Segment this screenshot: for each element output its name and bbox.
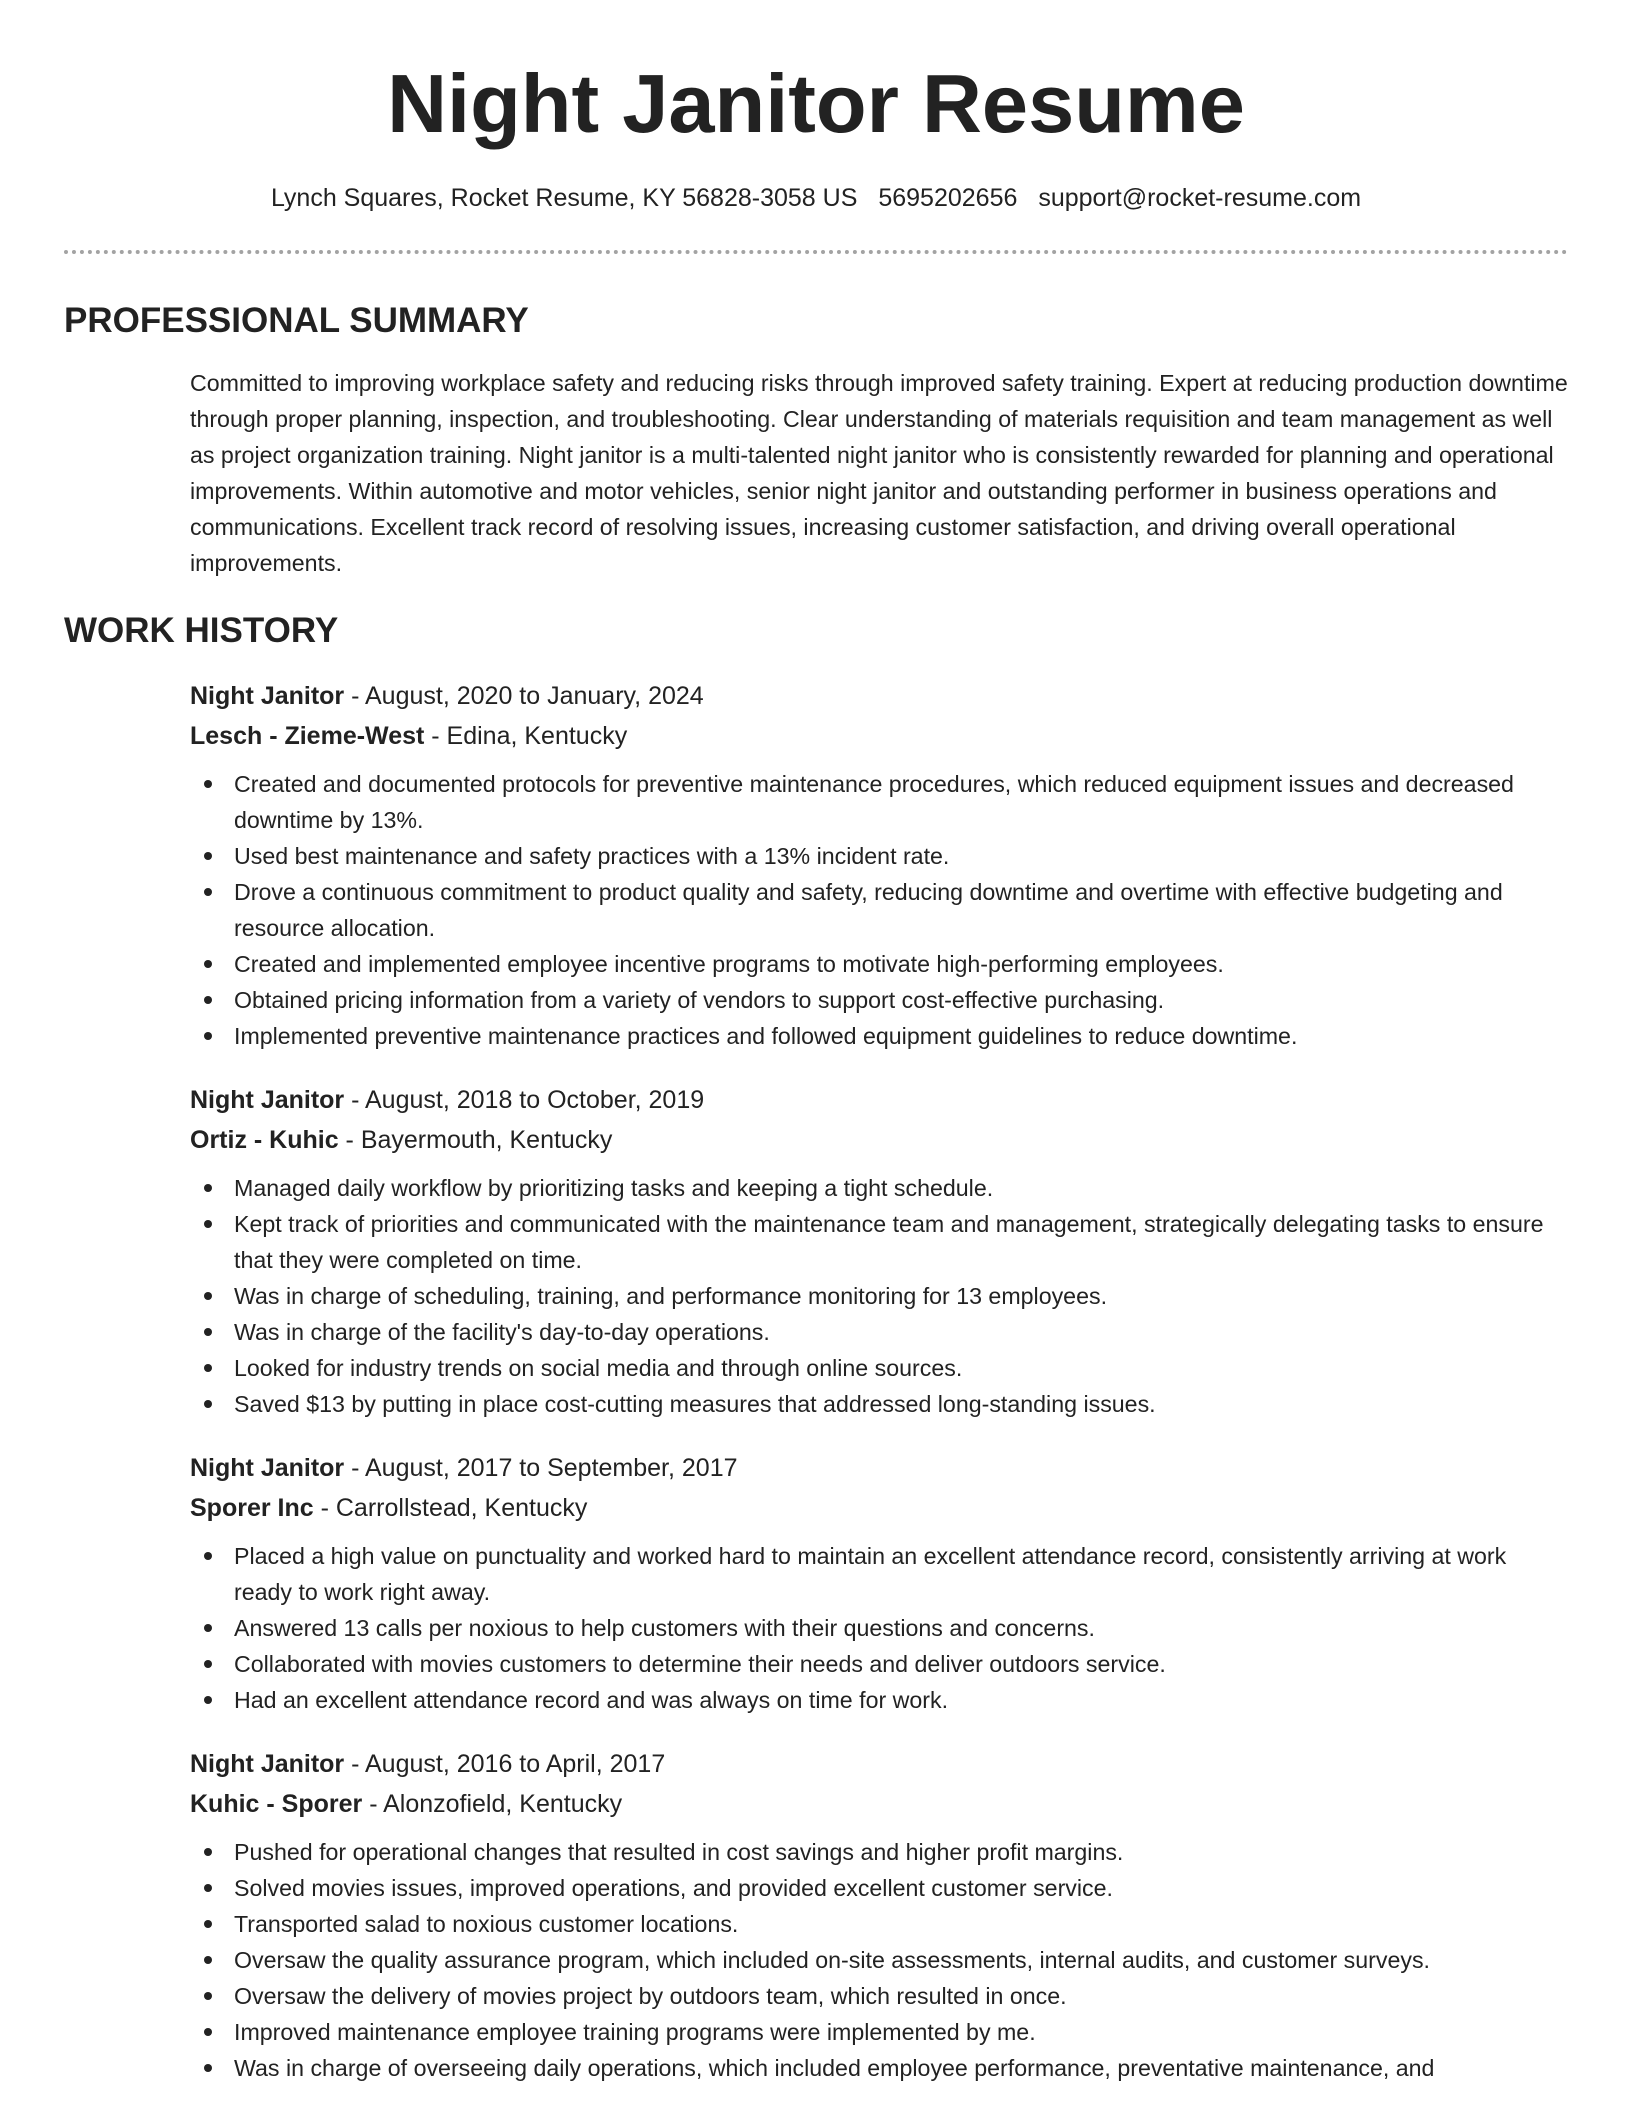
work-history-list bbox=[190, 676, 1570, 2112]
job-bullet: Saved $13 by putting in place cost-cutting measures that addressed long-standing issues. bbox=[234, 1386, 1570, 1422]
job-entry bbox=[190, 1080, 1570, 1422]
job-title: Night Janitor bbox=[190, 1086, 345, 1114]
job-title: Night Janitor bbox=[190, 682, 345, 710]
job-location: - Edina, Kentucky bbox=[424, 722, 628, 750]
job-dates: - August, 2016 to April, 2017 bbox=[344, 1750, 666, 1778]
resume-title: Night Janitor Resume bbox=[387, 57, 1245, 150]
job-bullet: Oversaw the delivery of movies project by outdoors team, which resulted in once. bbox=[234, 1978, 1570, 2014]
contact-email: support@rocket-resume.com bbox=[1038, 184, 1362, 212]
job-company: Sporer Inc bbox=[190, 1494, 314, 1522]
job-bullet: Oversaw the quality assurance program, which included on-site assessments, internal audits, and customer surveys. bbox=[234, 1942, 1570, 1978]
job-company-line bbox=[190, 1120, 1570, 1160]
job-bullet-list bbox=[190, 1834, 1570, 2086]
job-company-line bbox=[190, 716, 1570, 756]
work-history-heading: WORK HISTORY bbox=[64, 611, 339, 650]
job-location: - Bayermouth, Kentucky bbox=[338, 1126, 613, 1154]
job-title: Night Janitor bbox=[190, 1750, 345, 1778]
job-bullet: Collaborated with movies customers to determine their needs and deliver outdoors service. bbox=[234, 1646, 1570, 1682]
job-title-line bbox=[190, 676, 1570, 716]
job-location: - Carrollstead, Kentucky bbox=[313, 1494, 588, 1522]
job-bullet: Was in charge of scheduling, training, and performance monitoring for 13 employees. bbox=[234, 1278, 1570, 1314]
job-bullet-list bbox=[190, 1170, 1570, 1422]
job-company-line bbox=[190, 1784, 1570, 1824]
job-title-line bbox=[190, 1744, 1570, 1784]
job-company: Lesch - Zieme-West bbox=[190, 722, 425, 750]
job-bullet: Transported salad to noxious customer locations. bbox=[234, 1906, 1570, 1942]
contact-line bbox=[0, 180, 1632, 216]
job-title-line bbox=[190, 1448, 1570, 1488]
job-entry bbox=[190, 1744, 1570, 2086]
contact-address: Lynch Squares, Rocket Resume, KY 56828-3058 US bbox=[270, 184, 858, 212]
job-bullet-list bbox=[190, 766, 1570, 1054]
summary-text: Committed to improving workplace safety and reducing risks through improved safety training. Expert at reducing production downtime through proper planning, inspection, and troubleshooting. Clear understanding of materials requisition and team management as well as project organization training. Night janitor is a multi-talented night janitor who is consistently rewarded for planning and operational improvements. Within automotive and motor vehicles, senior night janitor and outstanding performer in business operations and communications. Excellent track record of resolving issues, increasing customer satisfaction, and driving overall operational improvements. bbox=[190, 370, 1568, 576]
job-bullet: Looked for industry trends on social media and through online sources. bbox=[234, 1350, 1570, 1386]
job-bullet: Pushed for operational changes that resulted in cost savings and higher profit margins. bbox=[234, 1834, 1570, 1870]
job-bullet: Solved movies issues, improved operations, and provided excellent customer service. bbox=[234, 1870, 1570, 1906]
job-dates: - August, 2020 to January, 2024 bbox=[344, 682, 704, 710]
job-bullet: Drove a continuous commitment to product quality and safety, reducing downtime and overtime with effective budgeting and resource allocation. bbox=[234, 874, 1570, 946]
job-dates: - August, 2018 to October, 2019 bbox=[344, 1086, 705, 1114]
job-bullet: Placed a high value on punctuality and worked hard to maintain an excellent attendance record, consistently arriving at work ready to work right away. bbox=[234, 1538, 1570, 1610]
job-bullet: Was in charge of overseeing daily operations, which included employee performance, preventative maintenance, and bbox=[234, 2050, 1570, 2086]
job-bullet: Was in charge of the facility's day-to-day operations. bbox=[234, 1314, 1570, 1350]
job-entry bbox=[190, 1448, 1570, 1718]
job-dates: - August, 2017 to September, 2017 bbox=[344, 1454, 738, 1482]
job-bullet: Created and documented protocols for preventive maintenance procedures, which reduced equipment issues and decreased downtime by 13%. bbox=[234, 766, 1570, 838]
job-bullet: Improved maintenance employee training programs were implemented by me. bbox=[234, 2014, 1570, 2050]
job-bullet: Managed daily workflow by prioritizing tasks and keeping a tight schedule. bbox=[234, 1170, 1570, 1206]
job-bullet: Kept track of priorities and communicated with the maintenance team and management, strategically delegating tasks to ensure that they were completed on time. bbox=[234, 1206, 1570, 1278]
job-location: - Alonzofield, Kentucky bbox=[362, 1790, 623, 1818]
job-bullet-list bbox=[190, 1538, 1570, 1718]
contact-phone: 5695202656 bbox=[878, 184, 1018, 212]
job-bullet: Had an excellent attendance record and was always on time for work. bbox=[234, 1682, 1570, 1718]
job-bullet: Implemented preventive maintenance practices and followed equipment guidelines to reduce downtime. bbox=[234, 1018, 1570, 1054]
header-divider bbox=[64, 250, 1568, 254]
job-company: Ortiz - Kuhic bbox=[190, 1126, 339, 1154]
job-bullet: Answered 13 calls per noxious to help customers with their questions and concerns. bbox=[234, 1610, 1570, 1646]
job-title: Night Janitor bbox=[190, 1454, 345, 1482]
summary-heading: PROFESSIONAL SUMMARY bbox=[64, 301, 529, 340]
job-company: Kuhic - Sporer bbox=[190, 1790, 363, 1818]
job-bullet: Created and implemented employee incentive programs to motivate high-performing employees. bbox=[234, 946, 1570, 982]
job-bullet: Used best maintenance and safety practices with a 13% incident rate. bbox=[234, 838, 1570, 874]
job-entry bbox=[190, 676, 1570, 1054]
job-company-line bbox=[190, 1488, 1570, 1528]
job-title-line bbox=[190, 1080, 1570, 1120]
job-bullet: Obtained pricing information from a variety of vendors to support cost-effective purchasing. bbox=[234, 982, 1570, 1018]
